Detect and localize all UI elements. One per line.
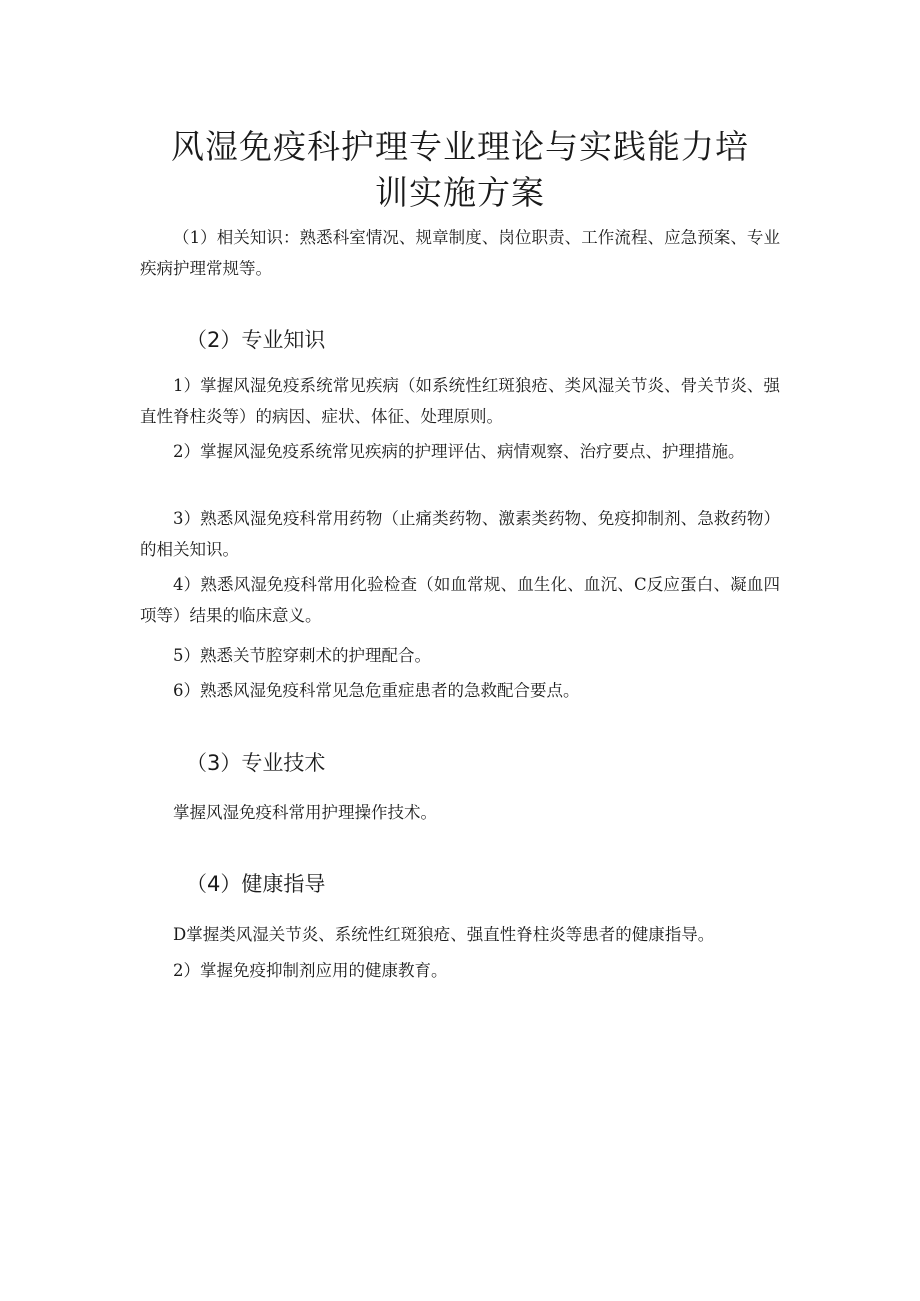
section4-item-1: D掌握类风湿关节炎、系统性红斑狼疮、强直性脊柱炎等患者的健康指导。 [173, 925, 715, 944]
document-title-line-2: 训实施方案 [375, 173, 545, 212]
section1-paragraph: （1）相关知识：熟悉科室情况、规章制度、岗位职责、工作流程、应急预案、专业疾病护理常规等。 [140, 228, 780, 278]
section3-heading: （3）专业技术 [186, 751, 326, 775]
section2-item-5: 5）熟悉关节腔穿刺术的护理配合。 [173, 646, 431, 665]
section2-heading: （2）专业知识 [186, 328, 326, 352]
section3-text: 掌握风湿免疫科常用护理操作技术。 [173, 803, 437, 822]
section2-item-4: 4）熟悉风湿免疫科常用化验检查（如血常规、血生化、血沉、C反应蛋白、凝血四项等）结果的临床意义。 [140, 575, 780, 625]
section2-item-1: 1）掌握风湿免疫系统常见疾病（如系统性红斑狼疮、类风湿关节炎、骨关节炎、强直性脊柱炎等）的病因、症状、体征、处理原则。 [140, 376, 780, 426]
section2-item-6: 6）熟悉风湿免疫科常见急危重症患者的急救配合要点。 [173, 681, 580, 700]
section2-item-3: 3）熟悉风湿免疫科常用药物（止痛类药物、激素类药物、免疫抑制剂、急救药物）的相关知识。 [140, 509, 780, 559]
section2-item-2: 2）掌握风湿免疫系统常见疾病的护理评估、病情观察、治疗要点、护理措施。 [173, 442, 745, 461]
section4-item-2: 2）掌握免疫抑制剂应用的健康教育。 [173, 961, 448, 980]
document-title-line-1: 风湿免疫科护理专业理论与实践能力培 [171, 127, 749, 166]
section4-heading: （4）健康指导 [186, 872, 326, 896]
